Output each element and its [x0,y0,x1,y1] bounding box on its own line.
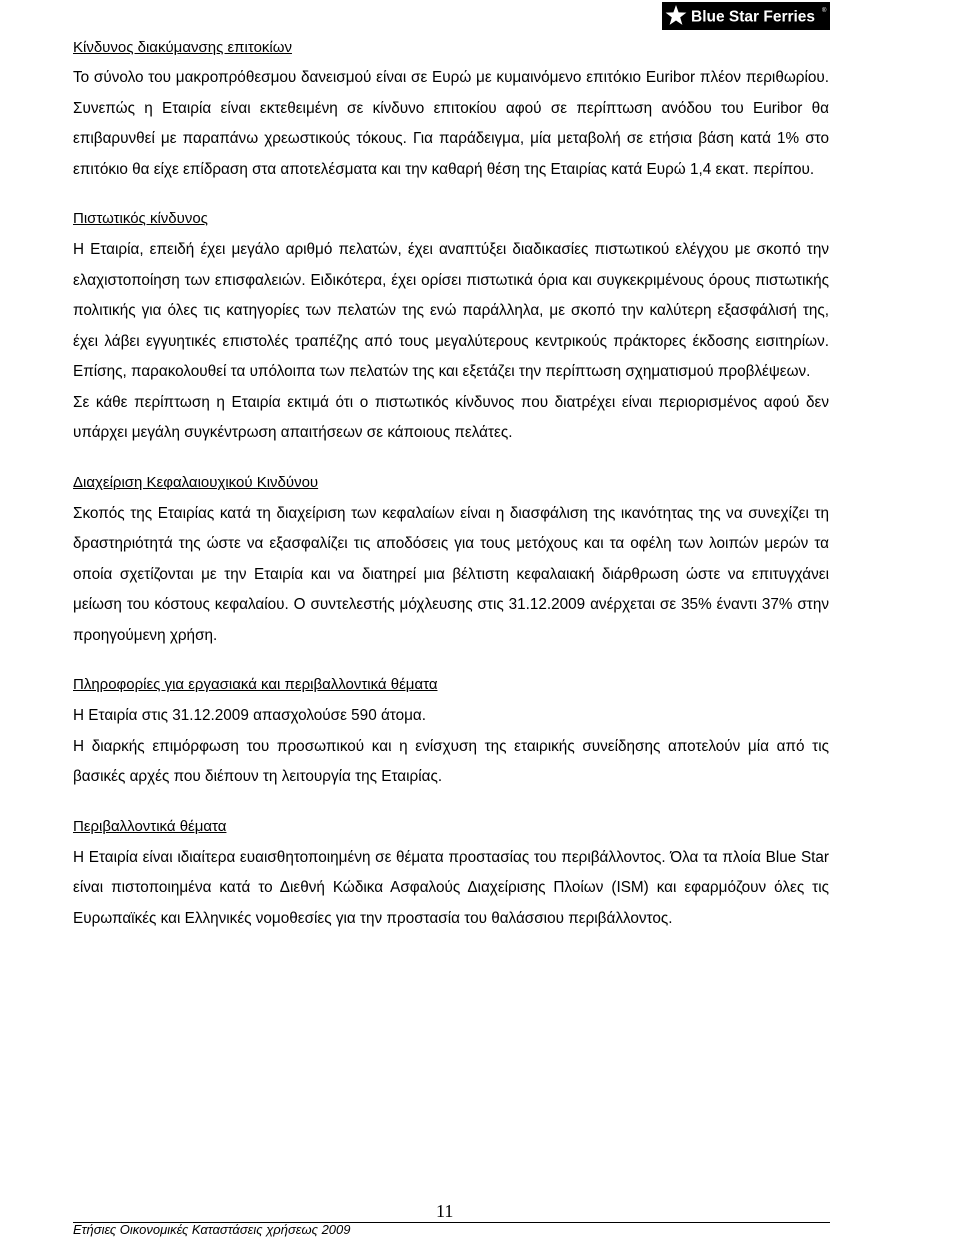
svg-text:®: ® [822,8,827,14]
paragraph-credit-risk-1: Η Εταιρία, επειδή έχει μεγάλο αριθμό πελατών, έχει αναπτύξει διαδικασίες πιστωτικού ελέγχου με σκοπό την ελαχιστοποίηση των επισφαλειών. Ειδικότερα, έχει ορίσει πιστωτικά όρια και συγκεκριμένους όρους πιστωτικής πολιτικής για όλες τις κατηγορίες των πελατών της ενώ παράλληλα, με σκοπό την καλύτερη εξασφάλισή της, έχει λάβει εγγυητικές επιστολές τραπέζης από τους μεγαλύτερους κεντρικούς πράκτορες έκδοσης εισιτηρίων. Επίσης, παρακολουθεί τα υπόλοιπα των πελατών της και εξετάζει την περίπτωση σχηματισμού προβλέψεων. [73,241,829,380]
section-heading-labour-environment: Πληροφορίες για εργασιακά και περιβαλλοντικά θέματα [73,676,438,693]
section-heading-credit-risk: Πιστωτικός κίνδυνος [73,210,208,227]
section-heading-capital-risk: Διαχείριση Κεφαλαιουχικού Κινδύνου [73,473,319,491]
footer-text: Ετήσιες Οικονομικές Καταστάσεις χρήσεως 2009 [73,1222,351,1237]
paragraph-training: Η διαρκής επιμόρφωση του προσωπικού και η ενίσχυση της εταιρικής συνείδησης αποτελούν μία από τις βασικές αρχές που διέπουν τη λειτουργία της Εταιρίας. [73,737,829,785]
svg-text:Blue Star Ferries: Blue Star Ferries [691,8,816,26]
blue-star-ferries-logo [662,2,830,30]
paragraph-employees: Η Εταιρία στις 31.12.2009 απασχολούσε 590 άτομα. [73,707,427,724]
section-heading-environment: Περιβαλλοντικά θέματα [73,817,227,835]
paragraph-interest-rate-risk: Το σύνολο του μακροπρόθεσμου δανεισμού είναι σε Ευρώ με κυμαινόμενο επιτόκιο Euribor πλέον περιθωρίου. Συνεπώς η Εταιρία είναι εκτεθειμένη σε κίνδυνο επιτοκίου αφού σε περίπτωση ανόδου του Euribor θα επιβαρυνθεί με παραπάνω χρεωστικούς τόκους. Για παράδειγμα, μία μεταβολή σε ετήσια βάση κατά 1% στο επιτόκιο θα είχε επίδραση στα αποτελέσματα και την καθαρή θέση της Εταιρίας κατά Ευρώ 1,4 εκατ. περίπου. [73,69,829,178]
page-number: 11 [436,1201,454,1221]
paragraph-credit-risk-2: Σε κάθε περίπτωση η Εταιρία εκτιμά ότι ο πιστωτικός κίνδυνος που διατρέχει είναι περιορισμένος αφού δεν υπάρχει μεγάλη συγκέντρωση απαιτήσεων σε κάποιους πελάτες. [73,393,829,441]
section-heading-interest-rate-risk: Κίνδυνος διακύμανσης επιτοκίων [73,39,292,56]
document-body [73,37,829,934]
paragraph-environment: Η Εταιρία είναι ιδιαίτερα ευαισθητοποιημένη σε θέματα προστασίας του περιβάλλοντος. Όλα τα πλοία Blue Star είναι πιστοποιημένα κατά το Διεθνή Κώδικα Ασφαλούς Διαχείρισης Πλοίων (ISM) και εφαρμόζουν όλες τις Ευρωπαϊκές και Ελληνικές νομοθεσίες για την προστασία του θαλάσσιου περιβάλλοντος. [73,848,829,927]
paragraph-capital-risk: Σκοπός της Εταιρίας κατά τη διαχείριση των κεφαλαίων είναι η διασφάλιση της ικανότητας της να συνεχίζει τη δραστηριότητά της ώστε να εξασφαλίζει τις αποδόσεις για τους μετόχους και τα οφέλη των λοιπών μερών τα οποία σχετίζονται με την Εταιρία και να διατηρεί μια βέλτιστη κεφαλαιακή διάρθρωση ώστε να επιτυγχάνει μείωση του κόστους κεφαλαίου. Ο συντελεστής μόχλευσης στις 31.12.2009 ανέρχεται σε 35% έναντι 37% στην προηγούμενη χρήση. [73,504,829,644]
